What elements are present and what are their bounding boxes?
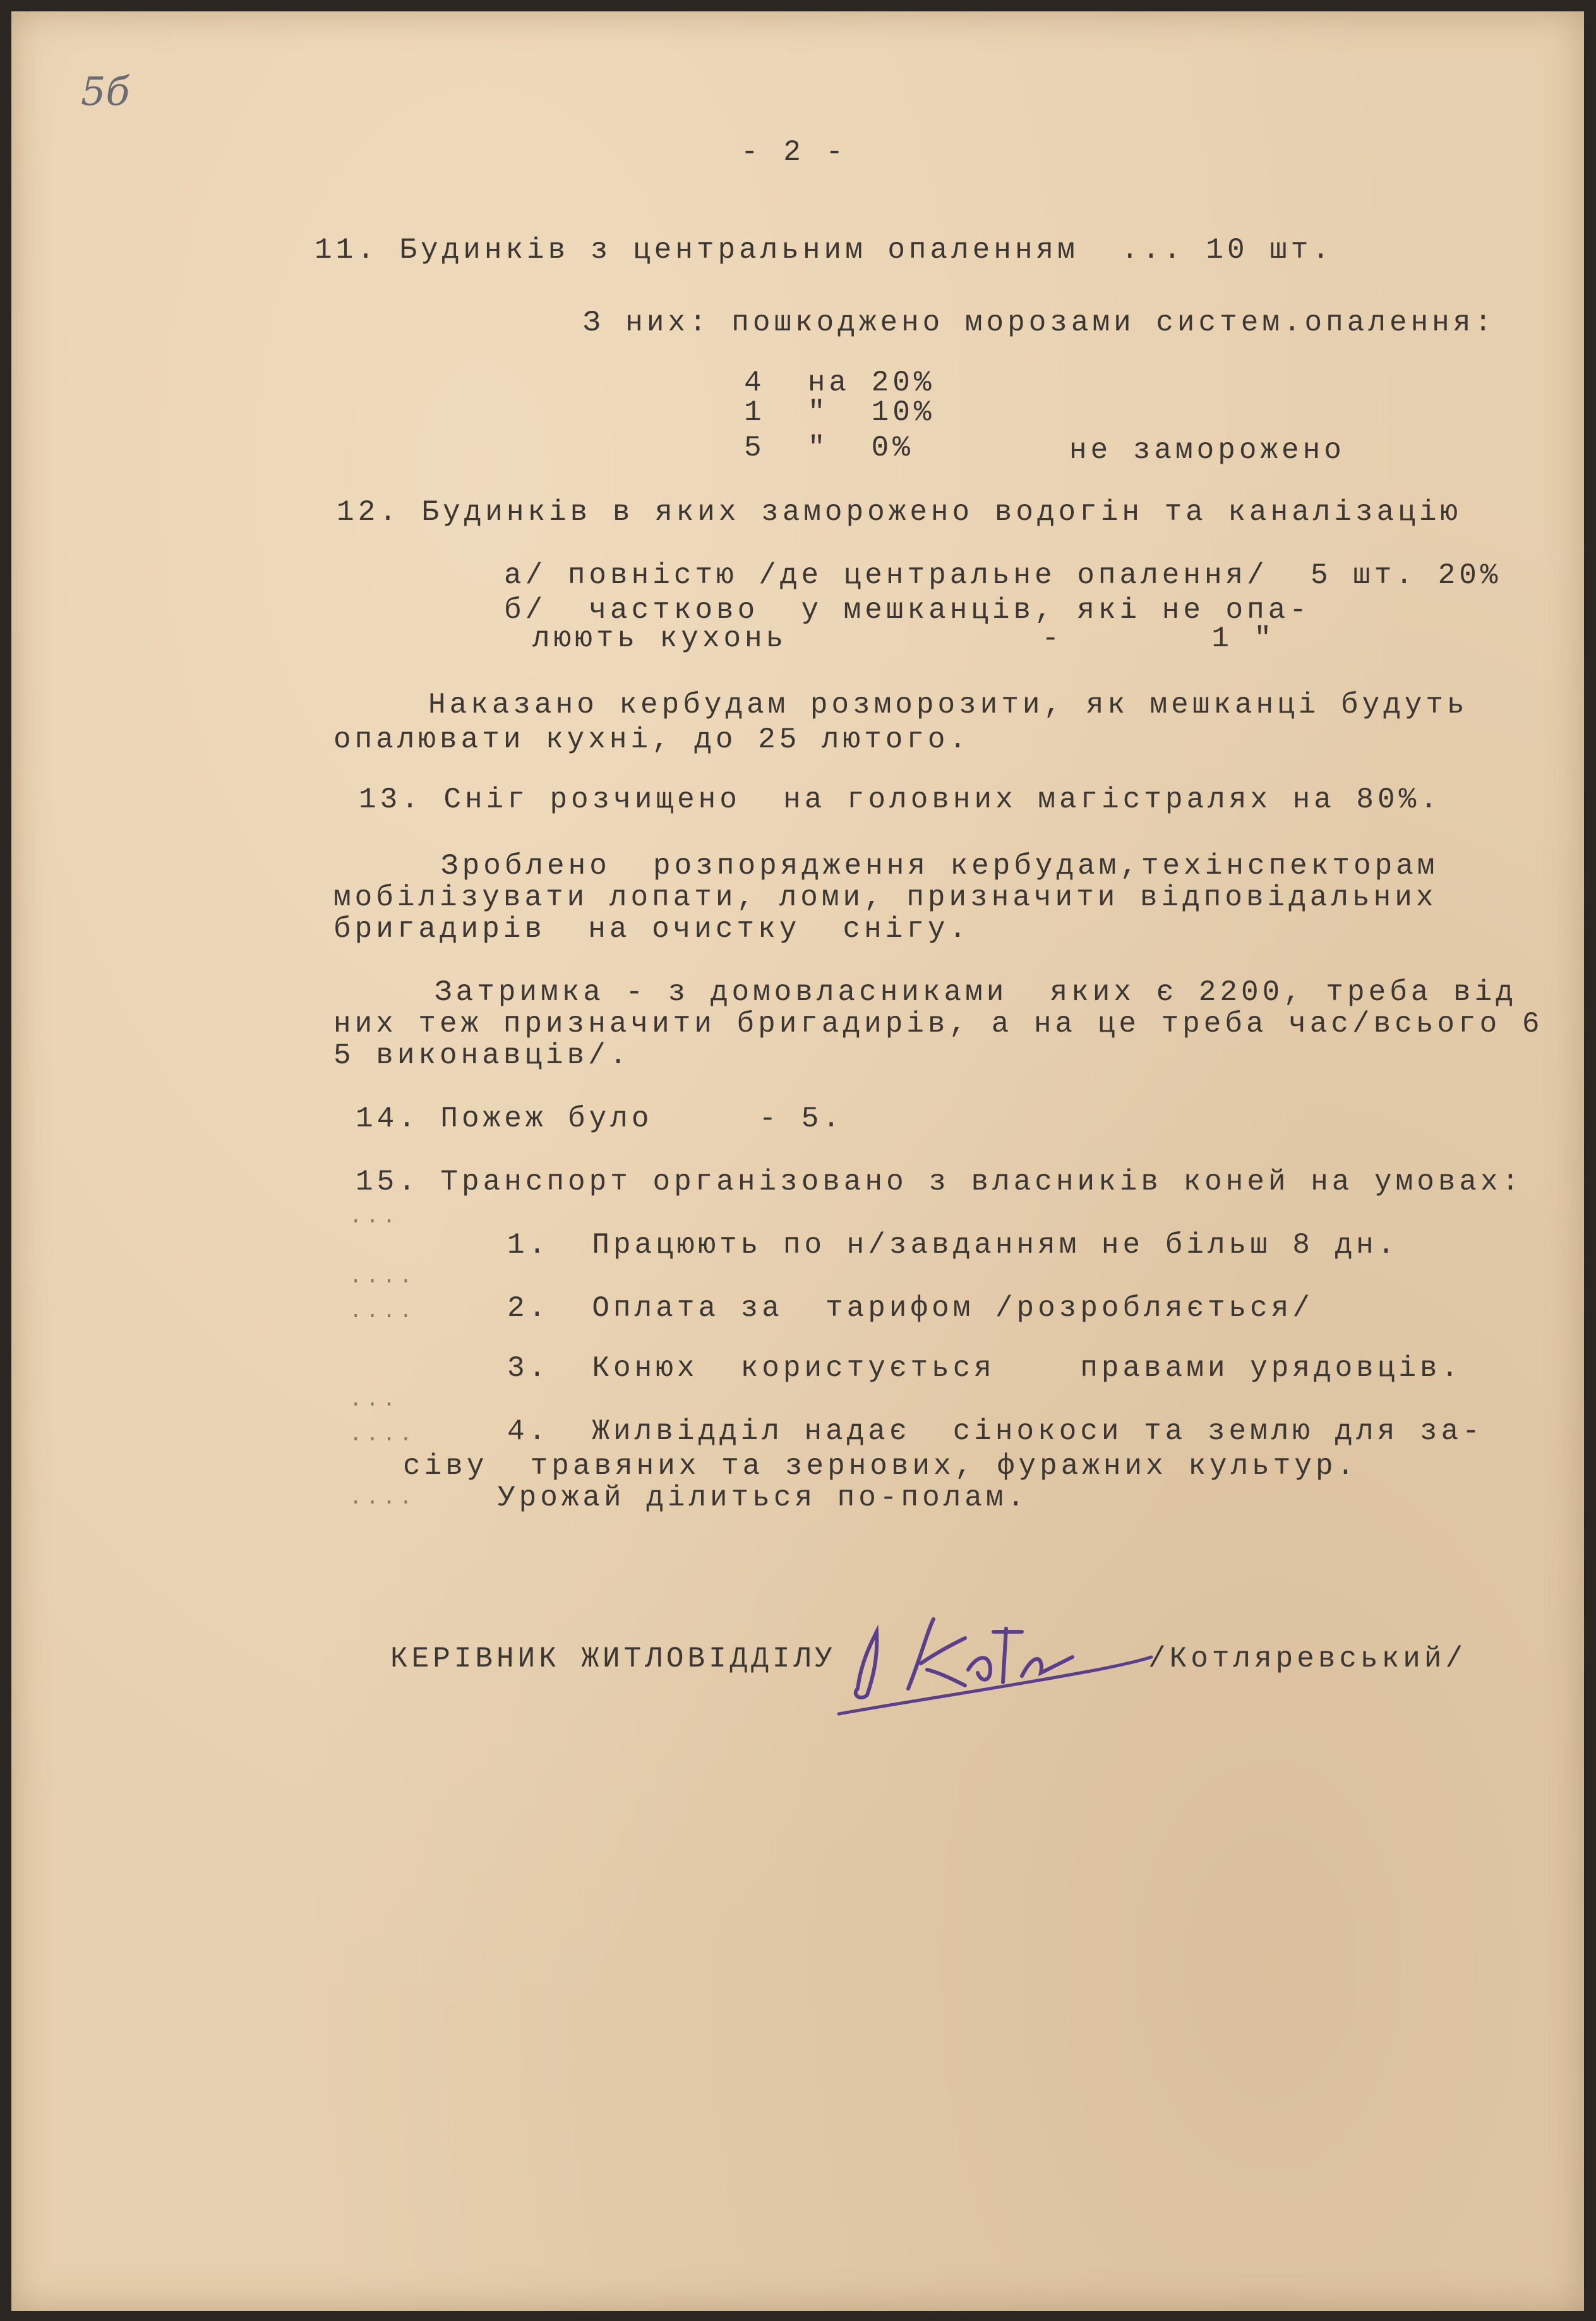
item-15-4-cont: сіву травяних та зернових, фуражних культур. bbox=[403, 1450, 1359, 1483]
item-11-row-2: 1 " 10% bbox=[744, 396, 935, 429]
item-15-4: 4. Жилвідділ надає сінокоси та землю для за- bbox=[507, 1415, 1484, 1448]
item-12-a: а/ повністю /де центральне опалення/ 5 шт. 20% bbox=[504, 559, 1502, 592]
item-11-row-3: 5 " 0% bbox=[744, 431, 914, 464]
item-13-p2-l2: них теж призначити бригадирів, а на це треба час/всього 6 bbox=[333, 1008, 1544, 1040]
item-15: 15. Транспорт організовано з власників коней на умовах: bbox=[356, 1166, 1523, 1198]
item-15-3: 3. Конюх користується правами урядовців. bbox=[507, 1352, 1463, 1385]
dot-leader: ... bbox=[349, 1205, 400, 1229]
item-15-4-cont-2: Урожай ділиться по-полам. bbox=[498, 1481, 1029, 1514]
item-11-row-3-note: не заморожено bbox=[1069, 434, 1345, 467]
item-11: 11. Будинків з центральним опаленням ... 10 шт. bbox=[315, 234, 1334, 267]
dot-leader: .... bbox=[349, 1486, 416, 1510]
handwritten-signature bbox=[832, 1594, 1161, 1733]
item-12-note-2: опалювати кухні, до 25 лютого. bbox=[333, 723, 971, 756]
item-13-p2-l3: 5 виконавців/. bbox=[333, 1039, 631, 1072]
item-15-1: 1. Працюють по н/завданням не більш 8 дн. bbox=[507, 1229, 1399, 1262]
item-11-sub: З них: пошкоджено морозами систем.опалення: bbox=[583, 306, 1496, 339]
item-12-b: б/ частково у мешканців, які не опа- bbox=[504, 594, 1311, 627]
page-number: - 2 - bbox=[741, 136, 848, 169]
signatory-name: /Котляревський/ bbox=[1148, 1643, 1467, 1675]
signatory-title: КЕРІВНИК ЖИТЛОВІДДІЛУ bbox=[390, 1643, 836, 1675]
item-12: 12. Будинків в яких заморожено водогін та каналізацію bbox=[337, 496, 1462, 529]
item-12-note-1: Наказано кербудам розморозити, як мешканці будуть bbox=[428, 689, 1468, 721]
item-13-p1-l3: бригадирів на очистку снігу. bbox=[333, 913, 971, 946]
item-13-p1-l1: Зроблено розпорядження кербудам,техінспекторам bbox=[441, 850, 1439, 883]
dot-leader: .... bbox=[349, 1423, 416, 1447]
item-12-b-cont: люють кухонь - 1 " bbox=[532, 622, 1276, 655]
item-13: 13. Сніг розчищено на головних магістралях на 80%. bbox=[359, 783, 1441, 816]
dot-leader: .... bbox=[349, 1265, 416, 1289]
dot-leader: ... bbox=[349, 1389, 400, 1413]
item-13-p2-l1: Затримка - з домовласниками яких є 2200, треба від bbox=[435, 976, 1517, 1009]
item-13-p1-l2: мобілізувати лопати, ломи, призначити відповідальних bbox=[333, 881, 1437, 914]
archive-folio-number: 5б bbox=[81, 68, 130, 114]
item-11-row-1: 4 на 20% bbox=[744, 366, 935, 399]
item-15-2: 2. Оплата за тарифом /розробляється/ bbox=[507, 1292, 1314, 1325]
document-page bbox=[11, 11, 1584, 2311]
item-14: 14. Пожеж було - 5. bbox=[356, 1102, 844, 1135]
dot-leader: .... bbox=[349, 1300, 416, 1324]
